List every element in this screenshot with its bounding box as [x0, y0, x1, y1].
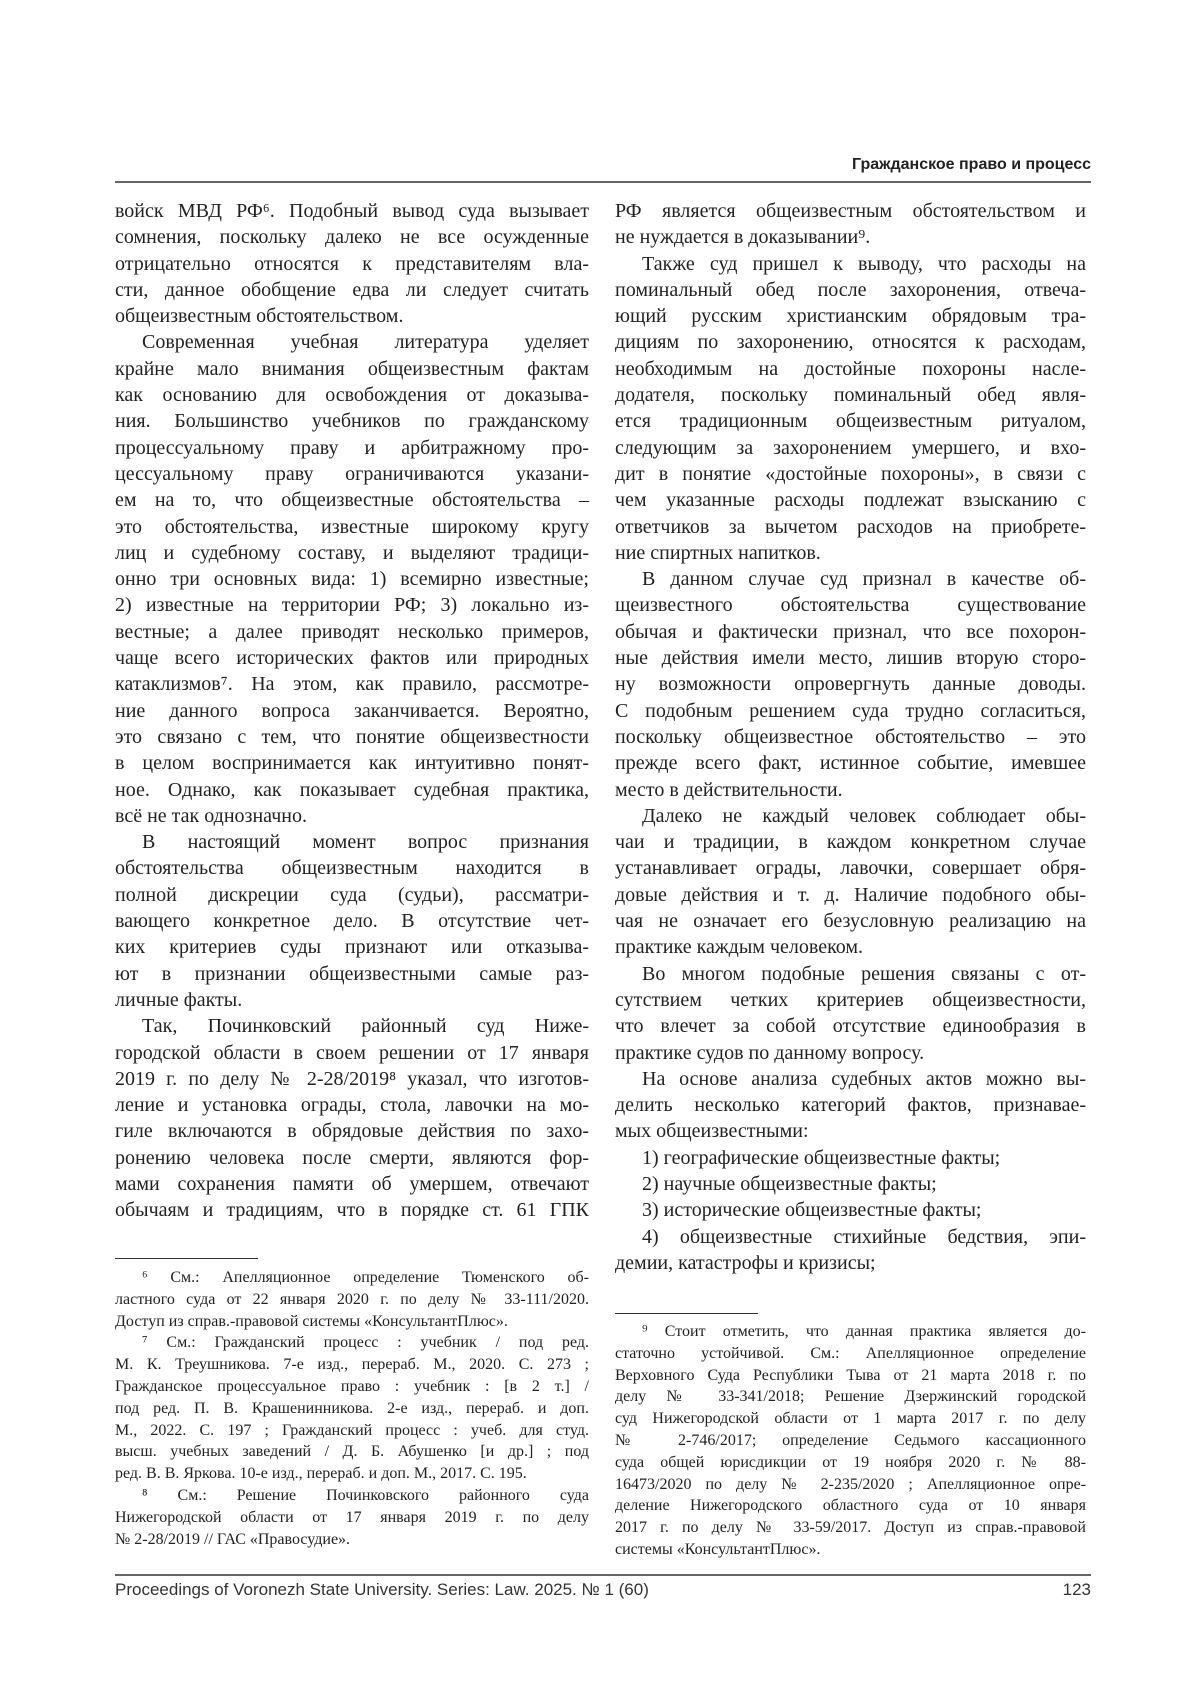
text-line: ⁹ Стоит отметить, что данная практика является до- — [615, 1321, 1086, 1343]
text-line: крайне мало внимания общеизвестным фактам — [115, 356, 589, 382]
text-line: мых общеизвестными: — [615, 1118, 1086, 1144]
text-line: вестные; а далее приводят несколько примеров, — [115, 619, 589, 645]
text-line: мами сохранения памяти об умершем, отвечают — [115, 1171, 589, 1197]
footer-rule — [115, 1574, 1091, 1576]
text-line: сомнения, поскольку далеко не все осужденные — [115, 224, 589, 250]
footnote — [615, 1321, 1086, 1561]
text-line: не нуждается в доказывании⁹. — [615, 224, 1086, 250]
text-line: ответчиков за вычетом расходов на приобрете- — [615, 514, 1086, 540]
text-line: ред. В. В. Яркова. 10-е изд., перераб. и доп. М., 2017. С. 195. — [115, 1463, 589, 1485]
text-line: ные действия имели место, лишив вторую сторо- — [615, 645, 1086, 671]
text-line: М. К. Треушникова. 7-е изд., перераб. М., 2020. С. 273 ; — [115, 1354, 589, 1376]
text-line: демии, катастрофы и кризисы; — [615, 1250, 1086, 1276]
text-line: ние спиртных напитков. — [615, 540, 1086, 566]
text-line: Доступ из справ.-правовой системы «КонсультантПлюс». — [115, 1311, 589, 1333]
right-footnotes — [615, 1321, 1086, 1561]
text-line: обычая и фактически признал, что все похорон- — [615, 619, 1086, 645]
text-line: 2) известные на территории РФ; 3) локально из- — [115, 592, 589, 618]
text-line: ⁷ См.: Гражданский процесс : учебник / под ред. — [115, 1332, 589, 1354]
text-line: цессуальному праву ограничиваются указани- — [115, 461, 589, 487]
text-line: ластного суда от 22 января 2020 г. по делу № 33-111/2020. — [115, 1289, 589, 1311]
text-line: устанавливает ограды, лавочки, совершает обря- — [615, 855, 1086, 881]
text-line: Далеко не каждый человек соблюдает обы- — [615, 803, 1086, 829]
text-line: практике каждым человеком. — [615, 934, 1086, 960]
right-column — [615, 198, 1086, 1276]
text-line: ем на то, что общеизвестные обстоятельства – — [115, 487, 589, 513]
text-line: в целом воспринимается как интуитивно понят- — [115, 750, 589, 776]
left-column — [115, 198, 589, 1224]
text-line: Нижегородской области от 17 января 2019 г. по делу — [115, 1507, 589, 1529]
text-line: под ред. П. В. Крашенинникова. 2-е изд., перераб. и доп. — [115, 1398, 589, 1420]
text-line: следующим за захоронением умершего, и вхо- — [615, 435, 1086, 461]
footnote — [115, 1332, 589, 1485]
text-line: катаклизмов⁷. На этом, как правило, рассмотре- — [115, 671, 589, 697]
footnote-separator-left — [115, 1258, 258, 1259]
text-line: чаще всего исторических фактов или природных — [115, 645, 589, 671]
text-line: отрицательно относятся к представителям вла- — [115, 251, 589, 277]
text-line: ния. Большинство учебников по гражданскому — [115, 408, 589, 434]
text-line: № 2-28/2019 // ГАС «Правосудие». — [115, 1529, 589, 1551]
text-line: это обстоятельства, известные широкому кругу — [115, 514, 589, 540]
text-line: что влечет за собой отсутствие единообразия в — [615, 1013, 1086, 1039]
text-line: 2019 г. по делу № 2-28/2019⁸ указал, что изготов- — [115, 1066, 589, 1092]
paragraph — [615, 1171, 1086, 1197]
text-line: практике судов по данному вопросу. — [615, 1040, 1086, 1066]
journal-citation: Proceedings of Voronezh State University. Series: Law. 2025. № 1 (60) — [115, 1580, 649, 1600]
text-line: 2017 г. по делу № 33-59/2017. Доступ из справ.-правовой — [615, 1517, 1086, 1539]
text-line: обычаям и традициям, что в порядке ст. 61 ГПК — [115, 1197, 589, 1223]
paragraph — [615, 803, 1086, 961]
text-line: 3) исторические общеизвестные факты; — [615, 1197, 1086, 1223]
text-line: поскольку общеизвестное обстоятельство – это — [615, 724, 1086, 750]
text-line: дит в понятие «достойные похороны», в связи с — [615, 461, 1086, 487]
text-line: онно три основных вида: 1) всемирно известные; — [115, 566, 589, 592]
footnote — [115, 1267, 589, 1332]
text-line: Современная учебная литература уделяет — [115, 329, 589, 355]
text-line: прежде всего факт, истинное событие, имевшее — [615, 750, 1086, 776]
text-line: обстоятельства общеизвестным находится в — [115, 855, 589, 881]
paragraph — [615, 1145, 1086, 1171]
text-line: поминальный обед после захоронения, отвеча- — [615, 277, 1086, 303]
paragraph — [115, 198, 589, 329]
text-line: ну возможности опровергнуть данные доводы. — [615, 671, 1086, 697]
text-line: Во многом подобные решения связаны с от- — [615, 961, 1086, 987]
text-line: делу № 33-341/2018; Решение Дзержинский городской — [615, 1386, 1086, 1408]
text-line: Верховного Суда Республики Тыва от 21 марта 2018 г. по — [615, 1365, 1086, 1387]
text-line: делить несколько категорий фактов, признавае- — [615, 1092, 1086, 1118]
text-line: чая не означает его безусловную реализацию на — [615, 908, 1086, 934]
text-line: общеизвестным обстоятельством. — [115, 303, 589, 329]
text-line: Гражданское процессуальное право : учебник : [в 2 т.] / — [115, 1376, 589, 1398]
text-line: высш. учебных заведений / Д. Б. Абушенко [и др.] ; под — [115, 1441, 589, 1463]
text-line: В данном случае суд признал в качестве об- — [615, 566, 1086, 592]
text-line: ние данного вопроса заканчивается. Вероятно, — [115, 698, 589, 724]
text-line: На основе анализа судебных актов можно вы- — [615, 1066, 1086, 1092]
text-line: ление и установка ограды, стола, лавочки на мо- — [115, 1092, 589, 1118]
text-line: 16473/2020 по делу № 2-235/2020 ; Апелляционное опре- — [615, 1474, 1086, 1496]
page-number: 123 — [1063, 1580, 1091, 1600]
text-line: чаи и традиции, в каждом конкретном случае — [615, 829, 1086, 855]
text-line: сутствием четких критериев общеизвестности, — [615, 987, 1086, 1013]
text-line: как основанию для освобождения от доказыва- — [115, 382, 589, 408]
text-line: РФ является общеизвестным обстоятельством и — [615, 198, 1086, 224]
paragraph — [615, 1224, 1086, 1277]
text-line: суд Нижегородской области от 1 марта 2017 г. по делу — [615, 1408, 1086, 1430]
text-line: С подобным решением суда трудно согласиться, — [615, 698, 1086, 724]
text-line: В настоящий момент вопрос признания — [115, 829, 589, 855]
paragraph — [615, 566, 1086, 803]
left-footnotes — [115, 1267, 589, 1550]
text-line: Так, Починковский районный суд Ниже- — [115, 1013, 589, 1039]
text-line: ких критериев суды признают или отказыва- — [115, 934, 589, 960]
text-line: городской области в своем решении от 17 января — [115, 1040, 589, 1066]
text-line: необходимым на достойные похороны насле- — [615, 356, 1086, 382]
text-line: вающего конкретное дело. В отсутствие чет- — [115, 908, 589, 934]
paragraph — [615, 1197, 1086, 1223]
text-line: личные факты. — [115, 987, 589, 1013]
text-line: ное. Однако, как показывает судебная практика, — [115, 777, 589, 803]
text-line: лиц и судебному составу, и выделяют традици- — [115, 540, 589, 566]
paragraph — [115, 329, 589, 829]
text-line: Также суд пришел к выводу, что расходы на — [615, 251, 1086, 277]
text-line: 4) общеизвестные стихийные бедствия, эпи- — [615, 1224, 1086, 1250]
text-line: войск МВД РФ⁶. Подобный вывод суда вызывает — [115, 198, 589, 224]
text-line: гиле включаются в обрядовые действия по захо- — [115, 1118, 589, 1144]
text-line: суда общей юрисдикции от 19 ноября 2020 г. № 88- — [615, 1452, 1086, 1474]
text-line: додателя, поскольку поминальный обед явля- — [615, 382, 1086, 408]
text-line: системы «КонсультантПлюс». — [615, 1539, 1086, 1561]
text-line: щеизвестного обстоятельства существование — [615, 592, 1086, 618]
text-line: сти, данное обобщение едва ли следует считать — [115, 277, 589, 303]
text-line: М., 2022. С. 197 ; Гражданский процесс : учеб. для студ. — [115, 1420, 589, 1442]
paragraph — [615, 251, 1086, 567]
text-line: ⁸ См.: Решение Починковского районного суда — [115, 1485, 589, 1507]
text-line: ронению человека после смерти, являются фор- — [115, 1145, 589, 1171]
paragraph — [615, 1066, 1086, 1145]
text-line: довые действия и т. д. Наличие подобного обы- — [615, 882, 1086, 908]
text-line: 2) научные общеизвестные факты; — [615, 1171, 1086, 1197]
text-line: это связано с тем, что понятие общеизвестности — [115, 724, 589, 750]
header-rule — [115, 181, 1091, 183]
paragraph — [115, 1013, 589, 1223]
text-line: полной дискреции суда (судьи), рассматри- — [115, 882, 589, 908]
text-line: всё не так однозначно. — [115, 803, 589, 829]
text-line: место в действительности. — [615, 777, 1086, 803]
text-line: чем указанные расходы подлежат взысканию с — [615, 487, 1086, 513]
footnote — [115, 1485, 589, 1550]
footnote-separator-right — [615, 1313, 758, 1314]
text-line: ют в признании общеизвестными самые раз- — [115, 961, 589, 987]
text-line: дициям по захоронению, относятся к расходам, — [615, 329, 1086, 355]
text-line: № 2-746/2017; определение Седьмого кассационного — [615, 1430, 1086, 1452]
text-line: ющий русским христианским обрядовым тра- — [615, 303, 1086, 329]
text-line: ⁶ См.: Апелляционное определение Тюменского об- — [115, 1267, 589, 1289]
paragraph — [115, 829, 589, 1013]
paragraph — [615, 198, 1086, 251]
text-line: ется традиционным общеизвестным ритуалом, — [615, 408, 1086, 434]
running-header: Гражданское право и процесс — [852, 156, 1091, 174]
text-line: деление Нижегородского областного суда от 10 января — [615, 1495, 1086, 1517]
paragraph — [615, 961, 1086, 1066]
text-line: статочно устойчивой. См.: Апелляционное определение — [615, 1343, 1086, 1365]
text-line: 1) географические общеизвестные факты; — [615, 1145, 1086, 1171]
text-line: процессуальному праву и арбитражному про- — [115, 435, 589, 461]
